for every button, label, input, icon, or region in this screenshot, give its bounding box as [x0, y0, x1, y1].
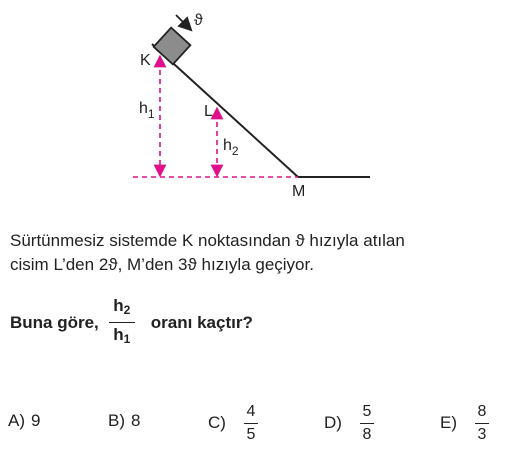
- option-e-bar: [475, 423, 489, 424]
- option-a-letter: A): [8, 411, 25, 430]
- option-d-bar: [360, 423, 374, 424]
- option-c[interactable]: [208, 395, 258, 451]
- option-d-fraction: [360, 403, 374, 444]
- fraction-bar: [109, 322, 135, 323]
- question-suffix: oranı kaçtır?: [150, 312, 253, 332]
- point-k-label: K: [140, 52, 151, 69]
- option-c-numerator: 4: [246, 402, 256, 420]
- option-c-fraction: [244, 403, 258, 444]
- option-c-denominator: 5: [246, 425, 256, 443]
- option-b-letter: B): [108, 411, 125, 430]
- option-d[interactable]: [324, 395, 374, 451]
- question-prefix: Buna göre,: [10, 312, 99, 332]
- answer-options: [8, 395, 508, 451]
- velocity-arrow: [176, 15, 190, 29]
- option-a[interactable]: [8, 411, 40, 431]
- option-b[interactable]: [108, 411, 140, 431]
- option-e-fraction: [475, 403, 489, 444]
- question-fraction: [109, 296, 135, 349]
- option-e-letter: E): [440, 413, 457, 432]
- option-d-denominator: 8: [362, 425, 372, 443]
- option-a-value: 9: [31, 411, 41, 430]
- option-e-numerator: 8: [477, 402, 487, 420]
- incline-figure: [0, 0, 519, 225]
- option-e-denominator: 3: [477, 425, 487, 443]
- option-d-numerator: 5: [362, 402, 372, 420]
- fraction-denominator: $h_1$: [113, 325, 131, 346]
- option-b-value: 8: [131, 411, 141, 430]
- h1-label: $h_1$: [139, 100, 155, 121]
- option-e[interactable]: [440, 395, 489, 451]
- h2-label: $h_2$: [223, 137, 239, 158]
- point-l-label: L: [204, 103, 213, 120]
- problem-line-1: Sürtünmesiz sistemde K noktasından ϑ hızıyla atılan: [10, 231, 405, 250]
- question: [10, 296, 253, 349]
- problem-line-2: cisim L’den 2ϑ, M’den 3ϑ hızıyla geçiyor.: [10, 255, 314, 274]
- velocity-label: ϑ: [194, 12, 203, 29]
- option-d-letter: D): [324, 413, 342, 432]
- option-c-bar: [244, 423, 258, 424]
- point-m-label: M: [292, 183, 306, 200]
- option-c-letter: C): [208, 413, 226, 432]
- problem-statement: [10, 229, 504, 277]
- block: [154, 28, 191, 65]
- fraction-numerator: $h_2$: [113, 296, 131, 317]
